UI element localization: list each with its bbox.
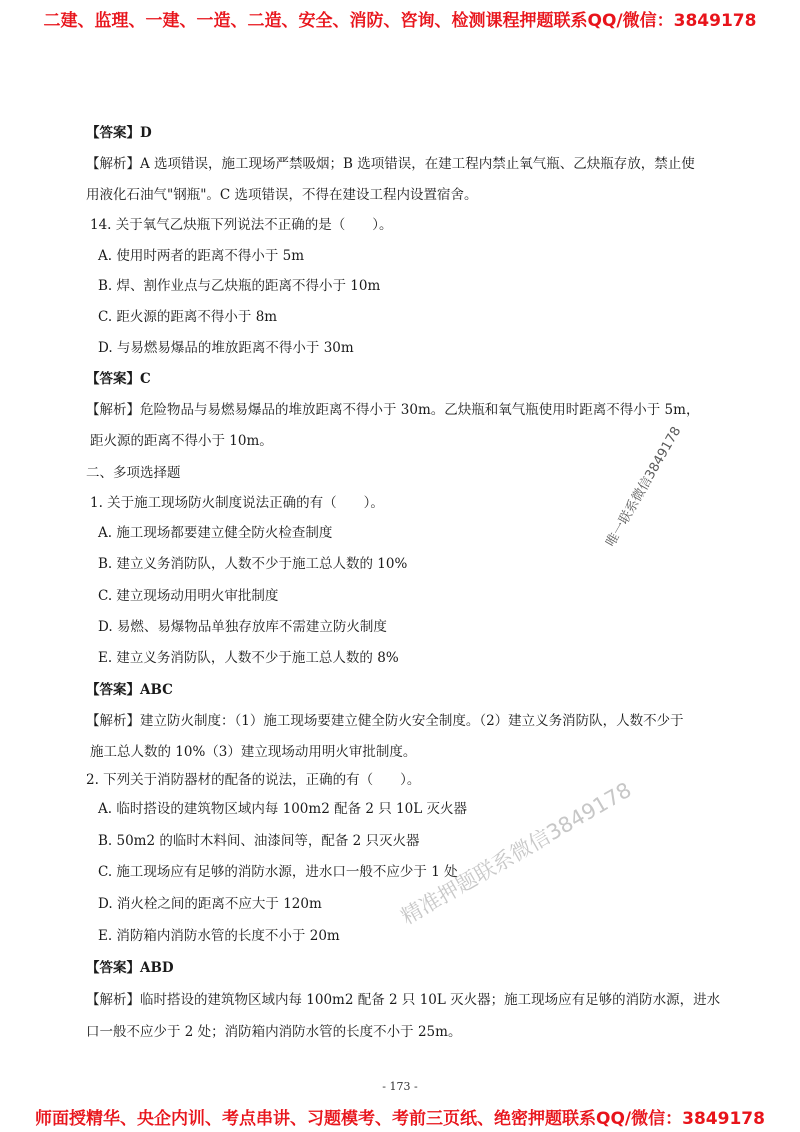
answer-label: 【答案】D (86, 125, 152, 141)
top-banner: 二建、监理、一建、一造、二造、安全、消防、咨询、检测课程押题联系QQ/微信：3849178 (43, 11, 757, 31)
section-heading: 二、多项选择题 (86, 465, 181, 481)
option-text: E. 消防箱内消防水管的长度不小于 20m (98, 928, 340, 944)
bottom-banner: 师面授精华、央企内训、考点串讲、习题模考、考前三页纸、绝密押题联系QQ/微信：3849178 (35, 1109, 765, 1129)
option-text: B. 焊、割作业点与乙炔瓶的距离不得小于 10m (98, 278, 381, 294)
page-number: - 173 - (382, 1080, 418, 1093)
option-text: D. 与易燃易爆品的堆放距离不得小于 30m (98, 340, 354, 356)
analysis-text: 距火源的距离不得小于 10m。 (90, 433, 273, 449)
watermark-side: 唯一联系微信3849178 (603, 424, 685, 550)
option-text: D. 消火栓之间的距离不应大于 120m (98, 896, 322, 912)
analysis-text: 【解析】A 选项错误，施工现场严禁吸烟；B 选项错误，在建工程内禁止氧气瓶、乙炔瓶存放，禁止使 (86, 156, 695, 172)
option-text: B. 建立义务消防队，人数不少于施工总人数的 10% (98, 556, 408, 572)
question-title: 2. 下列关于消防器材的配备的说法，正确的有（ ）。 (86, 772, 421, 788)
option-text: A. 临时搭设的建筑物区域内每 100m2 配备 2 只 10L 灭火器 (98, 801, 467, 817)
question-title: 14. 关于氧气乙炔瓶下列说法不正确的是（ ）。 (90, 217, 393, 233)
answer-label: 【答案】ABD (86, 960, 174, 976)
analysis-text: 【解析】临时搭设的建筑物区域内每 100m2 配备 2 只 10L 灭火器；施工现场应有足够的消防水源，进水 (86, 992, 721, 1008)
option-text: D. 易燃、易爆物品单独存放库不需建立防火制度 (98, 619, 387, 635)
analysis-text: 施工总人数的 10%（3）建立现场动用明火审批制度。 (90, 744, 417, 760)
option-text: C. 施工现场应有足够的消防水源，进水口一般不应少于 1 处 (98, 864, 458, 880)
watermark-center: 精准押题联系微信3849178 (397, 777, 636, 930)
question-title: 1. 关于施工现场防火制度说法正确的有（ ）。 (90, 495, 384, 511)
answer-label: 【答案】C (86, 371, 151, 387)
analysis-text: 【解析】危险物品与易燃易爆品的堆放距离不得小于 30m。乙炔瓶和氧气瓶使用时距离不得小于 5m， (86, 402, 700, 418)
analysis-text: 【解析】建立防火制度：（1）施工现场要建立健全防火安全制度。（2）建立义务消防队，人数不少于 (86, 713, 684, 729)
analysis-text: 用液化石油气"钢瓶"。C 选项错误，不得在建设工程内设置宿舍。 (86, 187, 478, 203)
option-text: E. 建立义务消防队，人数不少于施工总人数的 8% (98, 650, 399, 666)
option-text: A. 施工现场都要建立健全防火检查制度 (98, 525, 333, 541)
answer-label: 【答案】ABC (86, 682, 173, 698)
option-text: C. 距火源的距离不得小于 8m (98, 309, 278, 325)
option-text: B. 50m2 的临时木料间、油漆间等，配备 2 只灭火器 (98, 833, 420, 849)
option-text: A. 使用时两者的距离不得小于 5m (98, 248, 305, 264)
option-text: C. 建立现场动用明火审批制度 (98, 588, 279, 604)
analysis-text: 口一般不应少于 2 处；消防箱内消防水管的长度不小于 25m。 (86, 1024, 462, 1040)
